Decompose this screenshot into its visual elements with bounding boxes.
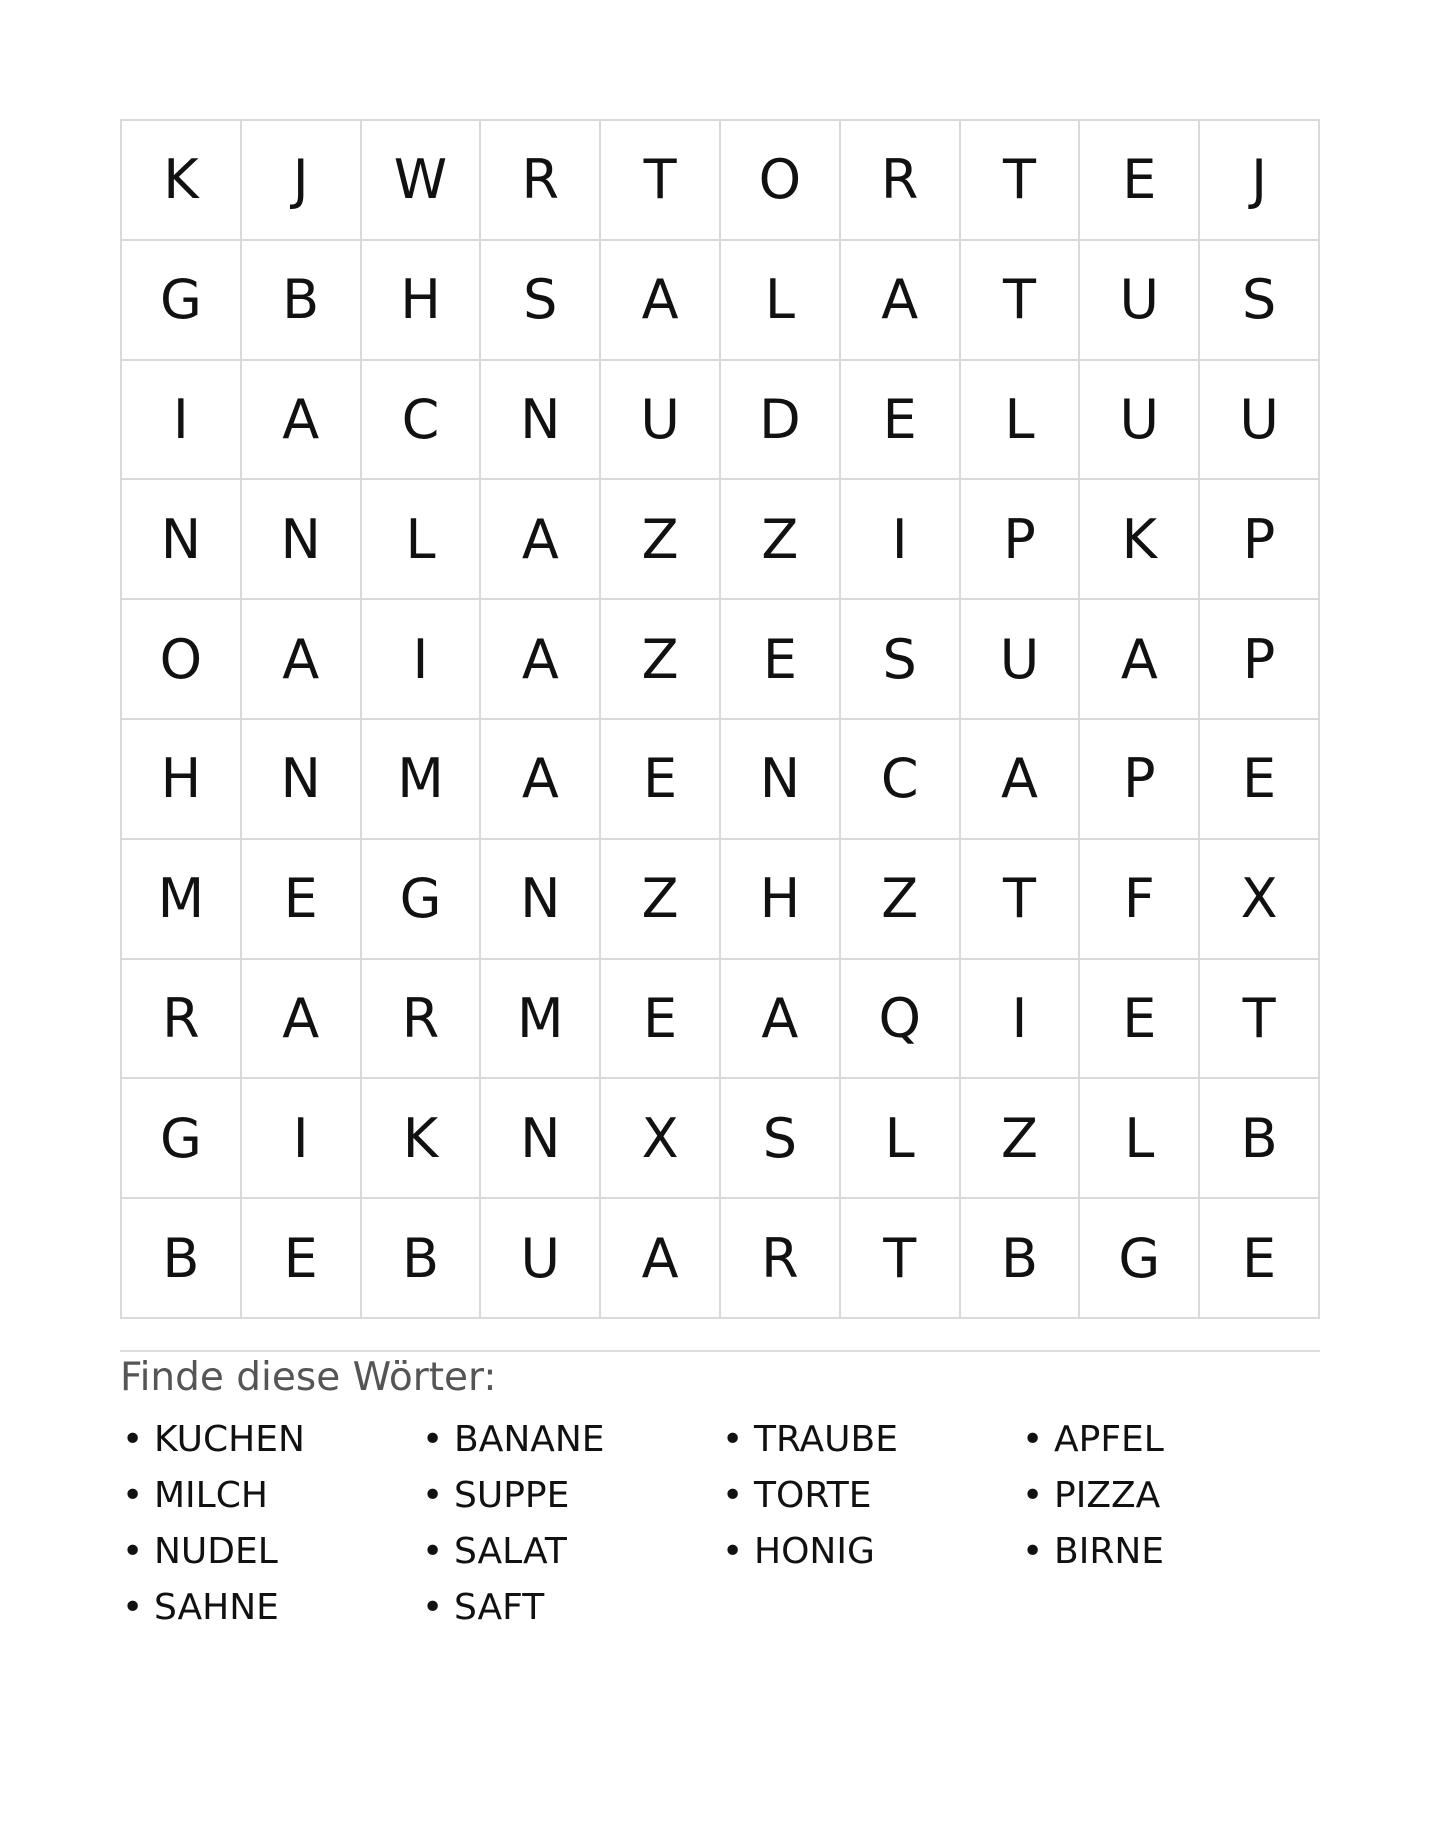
bullet-icon: • [1022,1475,1044,1516]
grid-cell[interactable]: A [481,600,601,720]
bullet-icon: • [422,1475,444,1516]
bullet-icon: • [422,1419,444,1460]
bullet-icon: • [722,1531,744,1572]
grid-cell[interactable]: S [721,1079,841,1199]
bullet-icon: • [122,1587,144,1628]
grid-cell[interactable]: B [1200,1079,1320,1199]
bullet-icon: • [122,1475,144,1516]
grid-cell[interactable]: G [122,1079,242,1199]
word-label: APFEL [1054,1419,1164,1460]
word-list-item [1020,1524,1320,1580]
grid-cell[interactable]: X [601,1079,721,1199]
word-list-item [120,1468,420,1524]
grid-cell[interactable]: A [242,600,362,720]
grid-cell[interactable]: A [721,960,841,1080]
bullet-icon: • [422,1531,444,1572]
grid-cell[interactable]: U [481,1199,601,1319]
grid-cell[interactable]: M [481,960,601,1080]
grid-cell[interactable]: E [841,361,961,481]
grid-cell[interactable]: M [362,720,482,840]
grid-cell[interactable]: E [1080,121,1200,241]
word-list-item [420,1524,720,1580]
grid-cell[interactable]: W [362,121,482,241]
grid-cell[interactable]: J [1200,121,1320,241]
grid-cell[interactable]: L [961,361,1081,481]
word-label: HONIG [754,1531,875,1572]
grid-cell[interactable]: U [1200,361,1320,481]
word-label: KUCHEN [154,1419,305,1460]
grid-cell[interactable]: P [1080,720,1200,840]
word-label: SAHNE [154,1587,279,1628]
grid-cell[interactable]: B [122,1199,242,1319]
word-list-item [420,1412,720,1468]
word-label: BIRNE [1054,1531,1165,1572]
word-label: SAFT [454,1587,545,1628]
grid-cell[interactable]: U [961,600,1081,720]
grid-cell[interactable]: H [122,720,242,840]
grid-cell[interactable]: A [242,960,362,1080]
grid-cell[interactable]: B [242,241,362,361]
grid-cell[interactable]: L [362,480,482,600]
grid-cell[interactable]: C [362,361,482,481]
grid-cell[interactable]: E [721,600,841,720]
grid-cell[interactable]: N [242,720,362,840]
grid-cell[interactable]: I [122,361,242,481]
bullet-icon: • [722,1475,744,1516]
grid-cell[interactable]: A [601,241,721,361]
grid-cell[interactable]: B [362,1199,482,1319]
bullet-icon: • [722,1419,744,1460]
grid-cell[interactable]: S [481,241,601,361]
grid-cell[interactable]: N [481,361,601,481]
bullet-icon: • [1022,1531,1044,1572]
word-list-item [420,1468,720,1524]
word-label: MILCH [154,1475,268,1516]
grid-cell[interactable]: B [961,1199,1081,1319]
word-list-item [720,1468,1020,1524]
word-list-item [1020,1468,1320,1524]
grid-cell[interactable]: Z [961,1079,1081,1199]
grid-cell[interactable]: S [841,600,961,720]
bullet-icon: • [422,1587,444,1628]
grid-cell[interactable]: E [242,840,362,960]
grid-cell[interactable]: I [841,480,961,600]
grid-cell[interactable]: T [961,840,1081,960]
grid-cell[interactable]: Z [721,480,841,600]
bullet-icon: • [122,1419,144,1460]
grid-cell[interactable]: H [721,840,841,960]
grid-cell[interactable]: Z [601,840,721,960]
grid-cell[interactable]: A [1080,600,1200,720]
grid-cell[interactable]: U [1080,361,1200,481]
grid-cell[interactable]: N [481,840,601,960]
grid-cell[interactable]: A [481,480,601,600]
grid-cell[interactable]: P [1200,480,1320,600]
grid-cell[interactable]: C [841,720,961,840]
grid-cell[interactable]: R [721,1199,841,1319]
grid-cell[interactable]: D [721,361,841,481]
grid-cell[interactable]: U [601,361,721,481]
word-list-item [420,1580,720,1636]
word-label: PIZZA [1054,1475,1161,1516]
grid-cell[interactable]: L [841,1079,961,1199]
grid-cell[interactable]: K [122,121,242,241]
grid-cell[interactable]: Z [601,600,721,720]
word-list-item [720,1412,1020,1468]
word-label: SALAT [454,1531,567,1572]
grid-cell[interactable]: N [242,480,362,600]
grid-cell[interactable]: L [721,241,841,361]
grid-cell[interactable]: E [1200,1199,1320,1319]
grid-cell[interactable]: K [362,1079,482,1199]
word-list-item [120,1580,420,1636]
grid-cell[interactable]: Q [841,960,961,1080]
word-list [120,1412,1320,1636]
word-list-item [720,1524,1020,1580]
grid-cell[interactable]: O [721,121,841,241]
grid-cell[interactable]: E [242,1199,362,1319]
grid-cell[interactable]: N [721,720,841,840]
grid-cell[interactable]: P [1200,600,1320,720]
word-label: SUPPE [454,1475,570,1516]
grid-cell[interactable]: F [1080,840,1200,960]
word-label: BANANE [454,1419,605,1460]
word-list-heading: Finde diese Wörter: [120,1355,497,1400]
grid-cell[interactable]: I [362,600,482,720]
grid-cell[interactable]: T [841,1199,961,1319]
grid-cell[interactable]: E [601,720,721,840]
letter-grid [120,119,1320,1319]
word-label: NUDEL [154,1531,278,1572]
word-list-item [120,1412,420,1468]
word-label: TORTE [754,1475,872,1516]
grid-cell[interactable]: O [122,600,242,720]
grid-cell[interactable]: M [122,840,242,960]
word-list-item [1020,1412,1320,1468]
grid-cell[interactable]: X [1200,840,1320,960]
grid-cell[interactable]: Z [841,840,961,960]
grid-cell[interactable]: P [961,480,1081,600]
grid-cell[interactable]: S [1200,241,1320,361]
grid-cell[interactable]: R [362,960,482,1080]
grid-cell[interactable]: E [1080,960,1200,1080]
grid-cell[interactable]: E [1200,720,1320,840]
grid-cell[interactable]: J [242,121,362,241]
grid-cell[interactable]: T [1200,960,1320,1080]
grid-cell[interactable]: R [122,960,242,1080]
grid-cell[interactable]: I [961,960,1081,1080]
grid-cell[interactable]: Z [601,480,721,600]
grid-cell[interactable]: K [1080,480,1200,600]
grid-cell[interactable]: A [961,720,1081,840]
grid-cell[interactable]: R [841,121,961,241]
grid-cell[interactable]: N [481,1079,601,1199]
word-list-item [120,1524,420,1580]
grid-cell[interactable]: T [961,121,1081,241]
grid-cell[interactable]: L [1080,1079,1200,1199]
word-label: TRAUBE [754,1419,898,1460]
grid-cell[interactable]: H [362,241,482,361]
grid-cell[interactable]: N [122,480,242,600]
grid-cell[interactable]: A [601,1199,721,1319]
grid-cell[interactable]: U [1080,241,1200,361]
grid-cell[interactable]: R [481,121,601,241]
grid-cell[interactable]: T [961,241,1081,361]
grid-cell[interactable]: G [362,840,482,960]
grid-cell[interactable]: G [1080,1199,1200,1319]
grid-cell[interactable]: I [242,1079,362,1199]
grid-cell[interactable]: A [481,720,601,840]
grid-cell[interactable]: A [841,241,961,361]
bullet-icon: • [1022,1419,1044,1460]
grid-cell[interactable]: A [242,361,362,481]
grid-cell[interactable]: G [122,241,242,361]
grid-cell[interactable]: T [601,121,721,241]
divider [120,1350,1320,1352]
bullet-icon: • [122,1531,144,1572]
grid-cell[interactable]: E [601,960,721,1080]
